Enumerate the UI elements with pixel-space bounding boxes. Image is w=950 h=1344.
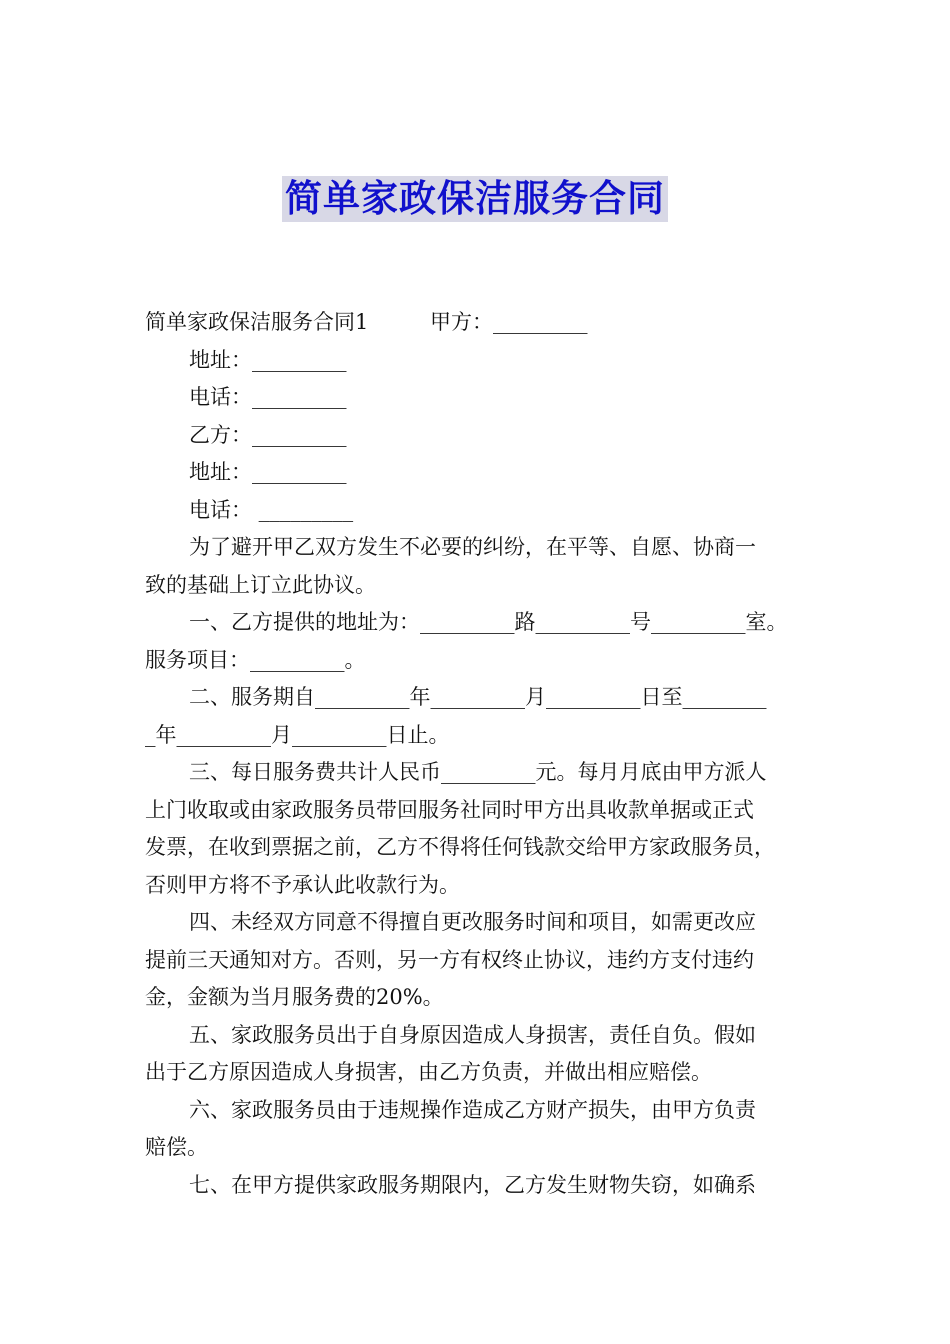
field-address-a: 地址：_________ (189, 347, 347, 372)
field-phone-b: 电话： _________ (189, 497, 354, 522)
field-address-b: 地址：_________ (189, 460, 347, 484)
paragraph-line: 提前三天通知对方。否则，另一方有权终止协议，违约方支付违约 (145, 947, 754, 972)
document-title: 简单家政保洁服务合同 (282, 176, 668, 222)
paragraph-intro (145, 529, 807, 604)
paragraph-clause-6 (145, 1092, 807, 1167)
paragraph-clause-2 (145, 679, 807, 754)
paragraph-line: 二、服务期自_________年_________月_________日至________ (189, 685, 767, 709)
paragraph-clause-4 (145, 904, 807, 1017)
paragraph-line: 否则甲方将不予承认此收款行为。 (145, 872, 460, 897)
paragraph-clause-5 (145, 1017, 807, 1092)
paragraph-clause-3 (145, 754, 807, 904)
paragraph-line: 上门收取或由家政服务员带回服务社同时甲方出具收款单据或正式 (145, 797, 754, 822)
paragraph-line: 四、未经双方同意不得擅自更改服务时间和项目，如需更改应 (189, 910, 756, 934)
paragraph-line: 五、家政服务员出于自身原因造成人身损害，责任自负。假如 (189, 1022, 756, 1047)
paragraph-line: 金，金额为当月服务费的20%。 (145, 985, 444, 1009)
paragraph-line: 赔偿。 (145, 1135, 208, 1159)
title-container (0, 176, 950, 222)
paragraph-clause-1 (145, 604, 807, 679)
document-body (145, 304, 807, 1204)
paragraph-line: 发票，在收到票据之前，乙方不得将任何钱款交给甲方家政服务员， (145, 835, 775, 859)
paragraph-line: 一、乙方提供的地址为：_________路_________号_________室。 (189, 610, 788, 634)
paragraph-line: 七、在甲方提供家政服务期限内，乙方发生财物失窃，如确系 (189, 1172, 756, 1197)
paragraph-line: 六、家政服务员由于违规操作造成乙方财产损失，由甲方负责 (189, 1097, 756, 1122)
paragraph-line: 为了避开甲乙双方发生不必要的纠纷，在平等、自愿、协商一 (189, 535, 756, 559)
field-phone-a: 电话：_________ (189, 385, 347, 409)
paragraph-line: 三、每日服务费共计人民币_________元。每月月底由甲方派人 (189, 760, 767, 784)
paragraph-clause-7 (145, 1167, 807, 1205)
field-party-b: 乙方：_________ (189, 422, 347, 447)
paragraph-line: 服务项目：_________。 (145, 647, 366, 672)
contract-subtitle: 简单家政保洁服务合同1 (145, 310, 369, 334)
paragraph-line: _年_________月_________日止。 (145, 722, 450, 747)
paragraph-line: 致的基础上订立此协议。 (145, 572, 376, 597)
party-a-field: 甲方：_________ (430, 310, 588, 334)
paragraph-line: 出于乙方原因造成人身损害，由乙方负责，并做出相应赔偿。 (145, 1060, 712, 1084)
heading-line (145, 304, 807, 342)
